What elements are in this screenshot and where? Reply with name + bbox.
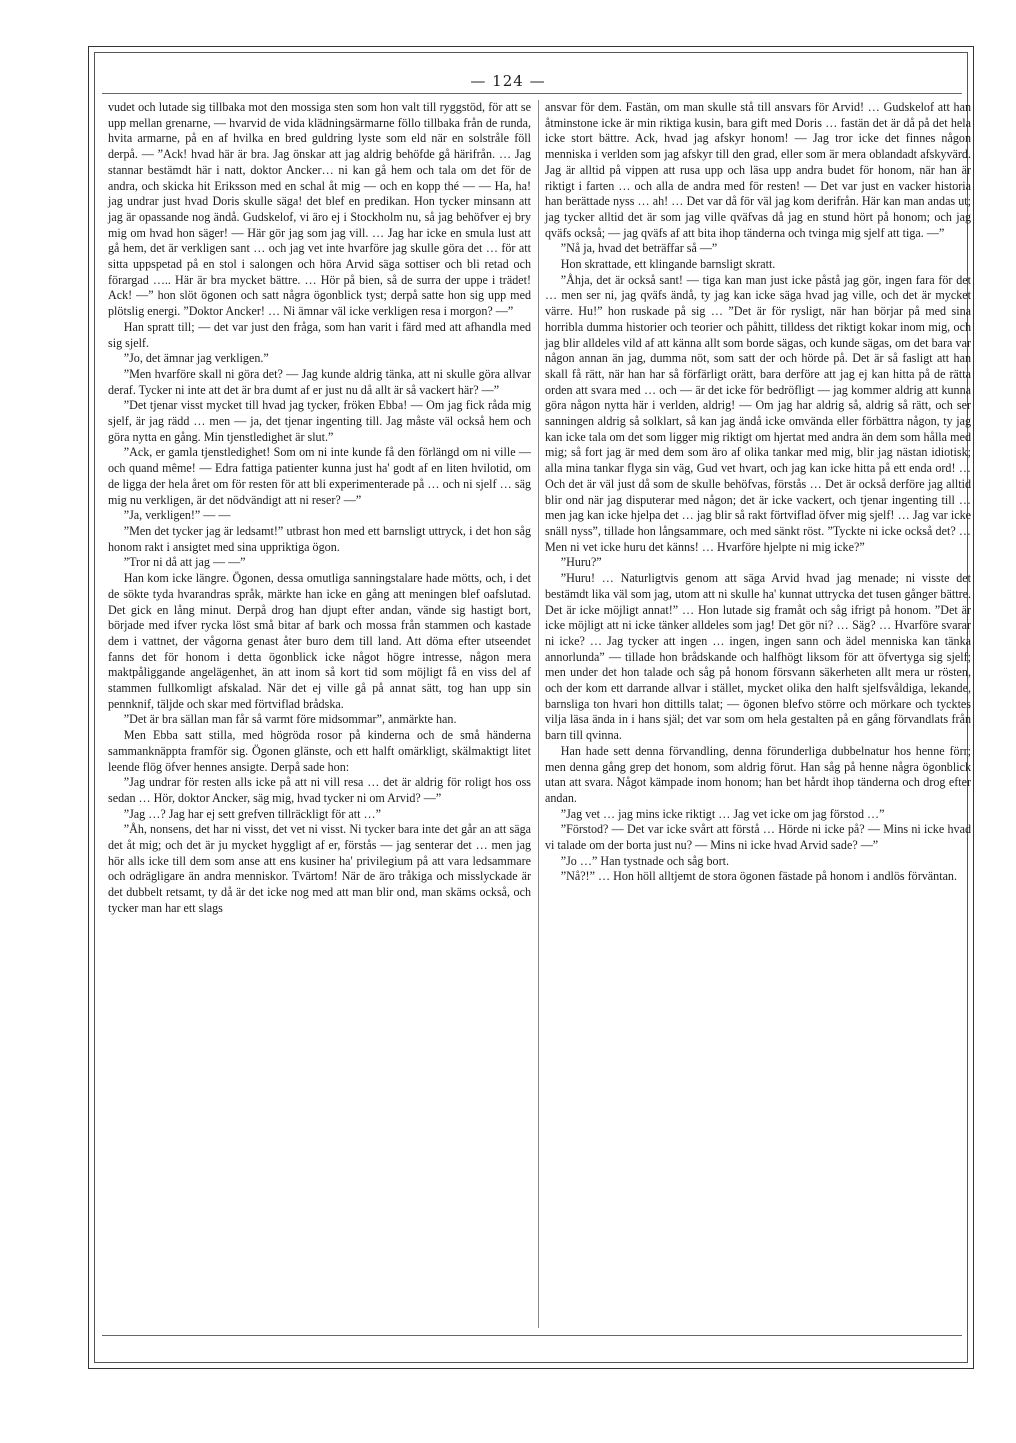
paragraph: ”Åhja, det är också sant! — tiga kan man just icke påstå jag gör, ingen fara för det … men ser ni, jag qväfs ändå, ty jag kan icke säga hvad jag ville, och det är mycket värre. Hu!” hon ruskade på sig … ”Det är för rysligt, när han börjar på med sina horribla dumma historier och teorier och påhitt, tilldess det riktigt kokar inom mig, och jag blir alldeles vild af att känna allt som borde sägas, och kunde sägas, om det bara var någon annan än jag, dumma nöt, som satt der och hörde på. Det är så fasligt att han skall få rätt, när han har så förfärligt orätt, bara derföre att jag ej kan hitta på de rätta orden att svara med … och — är det icke för bedröfligt — jag kommer aldrig att kunna göra någon nytta här i verlden, aldrig! — Om jag har aldrig så, aldrig så rätt, och ser sanningen aldrig så solklart, så kan jag ändå icke omvända eller förbättra någon, ty jag kan icke tala om det som ligger mig riktigt om hjertat med andra än dem som hålla med mig; så fort jag är med dem som äro af olika tankar med mig, blir jag nästan idiotisk; alla mina tankar flyga sin väg, Gud vet hvart, och jag kan icke hitta på ett enda ord! … Och det är väl just då som de skulle behöfvas, förstås … Det är också derföre jag alltid blir ond när jag disputerar med någon; det är icke vackert, och tjenar ingenting till … men jag kan icke hjelpa det … jag blir så rakt förtviflad öfver mig sjelf! … Jag var icke snäll nyss”, tillade hon långsammare, och med sänkt röst. ”Tyckte ni icke också det? … Men ni vet icke huru det känns! … Hvarföre hjelpte ni mig icke?” bbox=[545, 272, 971, 554]
paragraph: Han spratt till; — det var just den fråga, som han varit i färd med att afhandla med sig sjelf. bbox=[108, 319, 531, 350]
paragraph: ”Jag vet … jag mins icke riktigt … Jag vet icke om jag förstod …” bbox=[560, 806, 885, 821]
paragraph: Han kom icke längre. Ögonen, dessa omutliga sanningstalare hade mötts, och, i det de sökte tyda hvarandras språk, märkte han icke en gång att meningen blef oafslutad. Det gick en lång minut. Derpå drog han djupt efter andan, vände sig hastigt bort, började med ifver rycka löst små bitar af bark och mossa från stammen och kastade dem i vattnet, der vågorna genast åter buro dem till land. Att döma efter utseendet fanns det för honom i detta ögonblick icke något högre intresse, någon mera maktpåliggande angelägenhet, än att inom så kort tid som möjligt få en viss del af stammen fullkomligt afskalad. När det ej ville gå på annat sätt, tog han upp sin pennknif, täljde och skar med förtviflad brådska. bbox=[108, 571, 531, 711]
paragraph: ”Nå?!” … Hon höll alltjemt de stora ögonen fästade på honom i andlös förväntan. bbox=[560, 869, 958, 884]
paragraph: ”Jag undrar för resten alls icke på att ni vill resa … det är aldrig för roligt hos oss sedan … Hör, doktor Ancker, säg mig, hvad tycker ni om Arvid? —” bbox=[108, 775, 531, 805]
paragraph: ”Åh, nonsens, det har ni visst, det vet ni visst. Ni tycker bara inte det går an att säga det åt mig; och det är ju mycket hyggligt af er, förstås — jag senterar det … men jag hör alls icke till dem som anse att ens kusiner ha' privilegium på att vara ledsammare och odrägligare än andra menniskor. Tvärtom! När de äro tråkiga och misslyckade är det dubbelt retsamt, ty då är det icke nog med att man blir ond, man skäms också, och tycker man har ett slags bbox=[108, 822, 531, 915]
left-column bbox=[108, 100, 531, 917]
paragraph: ”Ack, er gamla tjenstledighet! Som om ni inte kunde få den förlängd om ni ville — och quand même! — Edra fattiga patienter kunna just ha' godt af en liten hvilotid, om de ligga der hela året om för resten för att bli experimenterade på … och ni sjelf … säg mig nu verkligen, är det nödvändigt att ni reser? —” bbox=[108, 445, 531, 507]
right-column bbox=[545, 100, 971, 885]
paragraph: ”Förstod? — Det var icke svårt att förstå … Hörde ni icke på? — Mins ni icke hvad vi talade om der borta just nu? — Mins ni icke hvad Arvid sade? —” bbox=[545, 822, 971, 853]
paragraph: ansvar för dem. Fastän, om man skulle stå till ansvars för Arvid! … Gudskelof att han åtminstone icke är min riktiga kusin, bara gift med Doris … fastän det är då på det hela icke stort bättre. Ack, hvad jag afskyr honom! — Jag tror icke det finnes någon menniska i verlden som jag afskyr till den grad, eller som är mera oblandadt afskyvärd. Jag är alltid på vippen att rusa upp och läsa upp andra budet för honom, när han är riktigt i farten … och alla de andra med för resten! — Det var just en vacker historia han berättade nyss … ah! … Det var då för väl jag kom derifrån. Här kan man andas ut; jag tycker alltid det är som jag ville qväfvas då jag en stund hört på honom; och jag qväfs också; — jag qväfs af att bita ihop tänderna och tvinga mig sjelf att tiga. —” bbox=[545, 100, 971, 240]
paragraph: ”Men hvarföre skall ni göra det? — Jag kunde aldrig tänka, att ni skulle göra allvar deraf. Tycker ni inte att det är bra dumt af er just nu då allt är så vackert här? —” bbox=[108, 366, 531, 397]
header-rule bbox=[102, 93, 962, 94]
paragraph: ”Tror ni då att jag — —” bbox=[123, 555, 246, 570]
column-divider bbox=[538, 100, 539, 1328]
paragraph: ”Nå ja, hvad det beträffar så —” bbox=[560, 241, 718, 256]
paragraph: Han hade sett denna förvandling, denna förunderliga dubbelnatur hos henne förr; men denna gång grep det honom, som aldrig förut. Han såg på henne några ögonblick utan att svara. Något kämpade inom honom; han bet hårdt ihop tänderna och drog efter andan. bbox=[545, 743, 971, 805]
paragraph: ”Jo …” Han tystnade och såg bort. bbox=[560, 853, 729, 868]
paragraph: ”Det tjenar visst mycket till hvad jag tycker, fröken Ebba! — Om jag fick råda mig sjelf, är jag rädd … men — ja, det tjenar ingenting till. Jag måste väl också hem och göra nytta en gång. Min tjenstledighet är slut.” bbox=[108, 398, 531, 444]
paragraph: ”Huru?” bbox=[560, 555, 602, 570]
paragraph: ”Ja, verkligen!” — — bbox=[123, 508, 231, 523]
paragraph: Hon skrattade, ett klingande barnsligt skratt. bbox=[560, 257, 776, 272]
paragraph: vudet och lutade sig tillbaka mot den mossiga sten som hon valt till ryggstöd, för att se upp mellan grenarne, — hvarvid de vida klädningsärmarne föllo tillbaka från de runda, hvita armarne, på en af hvilka en bred guldring lyste som eld när en solstråle föll derpå. — ”Ack! hvad här är bra. Jag önskar att jag aldrig behöfde gå härifrån. … Jag stannar bestämdt här i natt, doktor Ancker… ni kan gå hem och tala om det för de andra, och skicka hit Eriksson med en schal åt mig — och en kopp thé — — Ha, ha! jag undrar just hvad Doris skulle säga! det blef en predikan. Hon tycker minsann att jag är opassande nog ändå. Gudskelof, vi äro ej i Stockholm nu, så jag behöfver ej bry mig om hvad hon säger! — Här gör jag som jag vill. … Jag har icke en smula lust att gå hem, det är verkligen sant … och jag vet inte hvarföre jag skulle göra det … för att sitta uppspetad på en stol i salongen och höra Arvid säga sottiser och bli retad och förargad ….. Här är bra mycket bättre. … Hör på bien, så de surra der uppe i trädet! Ack! —” hon slöt ögonen och satt några ögonblick tyst; derpå satte hon sig upp med plötslig energi. ”Doktor Ancker! … Ni ämnar väl icke verkligen resa i morgon? —” bbox=[108, 100, 531, 319]
paragraph: Men Ebba satt stilla, med högröda rosor på kinderna och de små händerna sammanknäppta framför sig. Ögonen glänste, och ett halft omärkligt, skälmaktigt litet leende flög öfver hennes ansigte. Derpå sade hon: bbox=[108, 728, 531, 774]
paragraph: ”Men det tycker jag är ledsamt!” utbrast hon med ett barnsligt uttryck, i det hon såg honom rakt i ansigtet med sina uppriktiga ögon. bbox=[108, 523, 531, 554]
paragraph: ”Jo, det ämnar jag verkligen.” bbox=[123, 351, 269, 366]
page-number: — 124 — bbox=[470, 72, 546, 90]
footer-rule bbox=[102, 1335, 962, 1336]
paragraph: ”Det är bra sällan man får så varmt före midsommar”, anmärkte han. bbox=[123, 712, 457, 727]
paragraph: ”Jag …? Jag har ej sett grefven tillräckligt för att …” bbox=[123, 806, 381, 821]
paragraph: ”Huru! … Naturligtvis genom att säga Arvid hvad jag menade; ni visste det bestämdt lika väl som jag, utom att ni skulle ha' kunnat uttrycka det tusen gånger bättre. Det är icke möjligt annat!” … Hon lutade sig framåt och såg ifrigt på honom. ”Det är icke möjligt att ni icke tänker alldeles som jag! Det gör ni? … Säg? … Hvarföre svarar ni icke? … Jag tycker att ingen … ingen, ingen sann och ädel menniska kan tänka annorlunda” — tillade hon brådskande och halfhögt liksom för att öfvertyga sig sjelf; men under det hon talade och såg på honom försvann säkerheten allt mera ur rösten, och der kom ett darrande allvar i stället, mycket olika den halft sjelfsvåldiga, lekande, barnsliga ton hvari hon dittills talat; — ögonen blefvo större och mörkare och tycktes vilja läsa ända in i hans själ; det var som om hela gestalten på en gång förvandlats från barn till qvinna. bbox=[545, 571, 971, 743]
